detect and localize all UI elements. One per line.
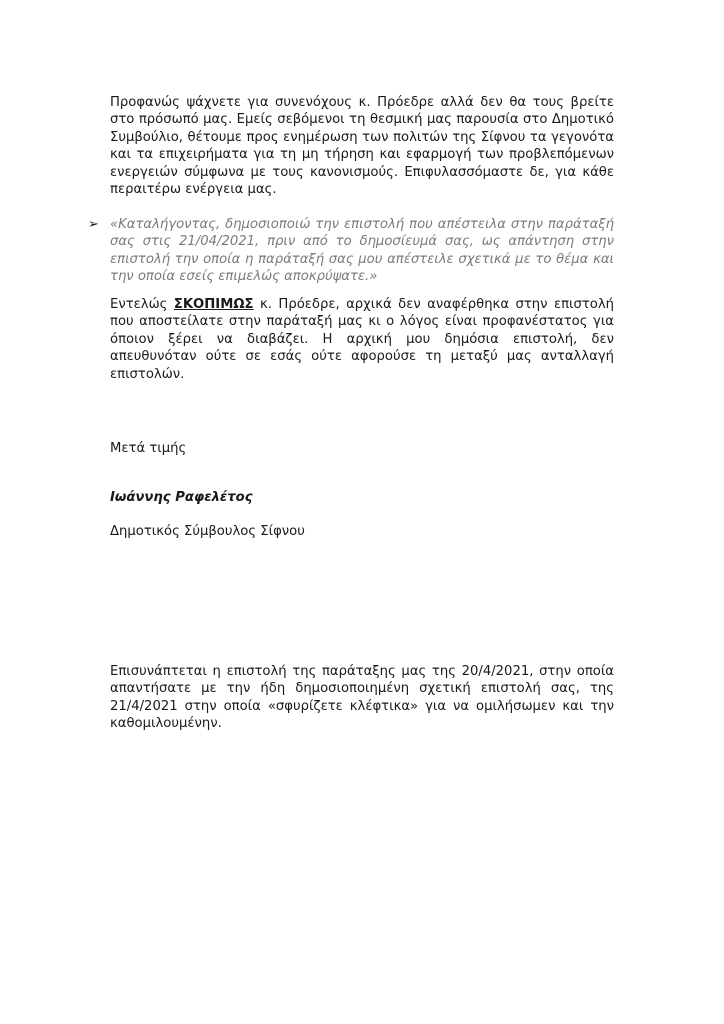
text-segment: Εντελώς bbox=[110, 297, 174, 312]
quote-line: επιστολή την οποία η παράταξή σας μου απέστειλε σχετικά με το θέμα και bbox=[110, 251, 614, 267]
text-line: επιστολών. bbox=[110, 366, 185, 382]
text-line: 21/4/2021 στην οποία «σφυρίζετε κλέφτικα» για να ομιλήσωμεν και την bbox=[110, 698, 614, 714]
text-line: Επισυνάπτεται η επιστολή της παράταξης μας της 20/4/2021, στην οποία bbox=[110, 664, 614, 679]
text-line: Συμβούλιο, θέτουμε προς ενημέρωση των πολιτών της Σίφνου τα γεγονότα bbox=[110, 129, 614, 145]
text-line: απευθυνόταν ούτε σε εσάς ούτε αφορούσε τη μεταξύ μας ανταλλαγή bbox=[110, 349, 614, 365]
paragraph-complicity bbox=[110, 94, 614, 198]
paragraph-response bbox=[110, 296, 614, 383]
signer-name: Ιωάννης Ραφελέτος bbox=[110, 490, 253, 505]
paragraph-attachment-note bbox=[110, 663, 614, 733]
text-line: απαντήσατε με την ήδη δημοσιοποιημένη σχετική επιστολή σας, της bbox=[110, 681, 614, 697]
text-line bbox=[110, 296, 614, 313]
emphasis-word: ΣΚΟΠΙΜΩΣ bbox=[173, 297, 254, 312]
closing-salutation: Μετά τιμής bbox=[110, 441, 187, 456]
arrow-bullet-icon: ➢ bbox=[88, 217, 99, 232]
text-line: Προφανώς ψάχνετε για συνενόχους κ. Πρόεδρε αλλά δεν θα τους βρείτε bbox=[110, 95, 614, 110]
text-line: που αποστείλατε στην παράταξή μας κι ο λόγος είναι προφανέστατος για bbox=[110, 314, 614, 330]
quote-line: «Καταλήγοντας, δημοσιοποιώ την επιστολή που απέστειλα στην παράταξή bbox=[110, 217, 614, 232]
quote-line: την οποία εσείς επιμελώς αποκρύψατε.» bbox=[110, 269, 378, 285]
text-line: καθομιλουμένην. bbox=[110, 716, 222, 732]
text-line: περαιτέρω ενέργεια μας. bbox=[110, 182, 277, 198]
signer-title: Δημοτικός Σύμβουλος Σίφνου bbox=[110, 524, 305, 539]
quoted-statement bbox=[110, 216, 614, 286]
quote-line: σας στις 21/04/2021, πριν από το δημοσίευμά σας, ως απάντηση στην bbox=[110, 234, 614, 250]
text-line: ενεργειών σύμφωνα με τους κανονισμούς. Επιφυλασσόμαστε δε, για κάθε bbox=[110, 164, 614, 180]
text-line: και τα επιχειρήματα για τη μη τήρηση και εφαρμογή των προβλεπόμενων bbox=[110, 147, 614, 163]
text-line: στο πρόσωπό μας. Εμείς σεβόμενοι τη θεσμική μας παρουσία στο Δημοτικό bbox=[110, 112, 614, 128]
text-line: όποιον ξέρει να διαβάζει. Η αρχική μου δημόσια επιστολή, δεν bbox=[110, 331, 614, 347]
text-segment: κ. Πρόεδρε, αρχικά δεν αναφέρθηκα στην επιστολή bbox=[253, 297, 614, 312]
